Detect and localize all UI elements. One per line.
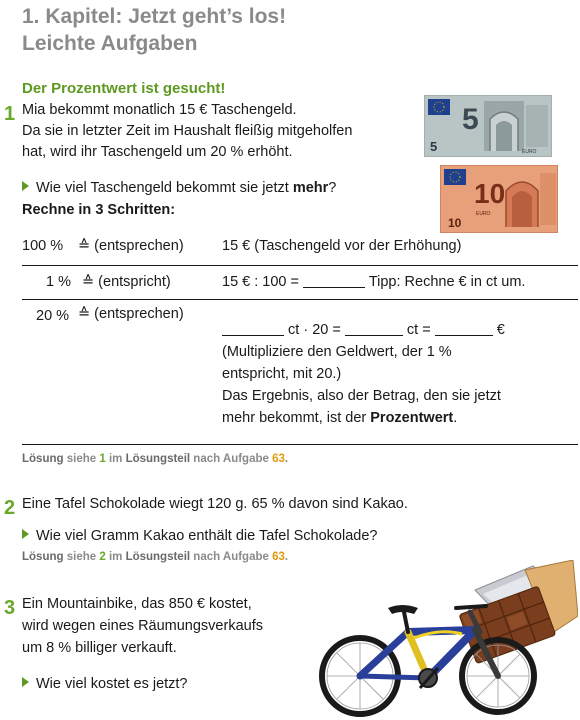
chapter-subtitle: Leichte Aufgaben	[22, 32, 198, 55]
task1-question: Wie viel Taschengeld bekommt sie jetzt mehr?	[22, 178, 336, 199]
row3-line4: Das Ergebnis, also der Betrag, den sie jetzt	[222, 388, 501, 404]
task3-line2: wird wegen eines Räumungsverkaufs	[22, 618, 263, 634]
answer-blank[interactable]	[222, 321, 284, 336]
task1-line3: hat, wird ihr Taschengeld um 20 % erhöht.	[22, 144, 293, 160]
bullet-triangle-icon	[22, 529, 29, 539]
task3-line1: Ein Mountainbike, das 850 € kostet,	[22, 596, 252, 612]
row1-percent: 100 %	[22, 238, 64, 254]
row2-value: 15 € : 100 = Tipp: Rechne € in ct um.	[222, 274, 526, 290]
task2-solution-reference: Lösung siehe 2 im Lösungsteil nach Aufgabe 63.	[22, 551, 289, 563]
steps-label: Rechne in 3 Schritten:	[22, 202, 176, 218]
row3-line5: mehr bekommt, ist der Prozentwert.	[222, 410, 458, 426]
task2-question: Wie viel Gramm Kakao enthält die Tafel Schokolade?	[22, 526, 377, 547]
chapter-title: 1. Kapitel: Jetzt geht’s los!	[22, 5, 287, 28]
mountainbike-image	[310, 592, 550, 718]
task1-number: 1	[4, 103, 16, 125]
task3-number: 3	[4, 597, 16, 619]
task2-number: 2	[4, 497, 16, 519]
table-row-divider	[22, 265, 578, 266]
row3-line2: (Multipliziere den Geldwert, der 1 %	[222, 344, 452, 360]
answer-blank[interactable]	[345, 321, 403, 336]
banknote-10-value: 10	[474, 178, 506, 209]
task2-line1: Eine Tafel Schokolade wiegt 120 g. 65 % davon sind Kakao.	[22, 496, 408, 512]
table-row-divider	[22, 299, 578, 300]
banknote-10-small-value: 10	[448, 216, 462, 230]
banknote-5-euro-image	[424, 95, 552, 157]
banknote-5-small-value: 5	[430, 139, 438, 154]
task1-line2: Da sie in letzter Zeit im Haushalt fleißig mitgeholfen	[22, 123, 353, 139]
banknote-5-value: 5	[462, 103, 479, 136]
row2-equivalence: ≙ (entspricht)	[82, 274, 171, 290]
banknote-10-euro-image	[440, 165, 558, 233]
row3-line3: entspricht, mit 20.)	[222, 366, 342, 382]
task1-line1: Mia bekommt monatlich 15 € Taschengeld.	[22, 102, 297, 118]
banknote-5-euro-label: EURO	[522, 149, 537, 155]
row1-value: 15 € (Taschengeld vor der Erhöhung)	[222, 238, 462, 254]
banknote-10-euro-label: EURO	[476, 211, 491, 217]
answer-blank[interactable]	[435, 321, 493, 336]
task1-solution-reference: Lösung siehe 1 im Lösungsteil nach Aufgabe 63.	[22, 453, 289, 465]
task3-question: Wie viel kostet es jetzt?	[22, 674, 188, 695]
task3-line3: um 8 % billiger verkauft.	[22, 640, 177, 656]
bullet-triangle-icon	[22, 677, 29, 687]
row2-percent: 1 %	[46, 274, 71, 290]
task1-heading: Der Prozentwert ist gesucht!	[22, 80, 226, 97]
table-bottom-rule	[22, 444, 578, 445]
bullet-triangle-icon	[22, 181, 29, 191]
row3-equivalence: ≙ (entsprechen)	[78, 306, 184, 322]
answer-blank[interactable]	[303, 273, 365, 288]
row1-equivalence: ≙ (entsprechen)	[78, 238, 184, 254]
row3-line1: ct · 20 = ct = €	[222, 320, 505, 341]
row3-percent: 20 %	[36, 308, 70, 324]
